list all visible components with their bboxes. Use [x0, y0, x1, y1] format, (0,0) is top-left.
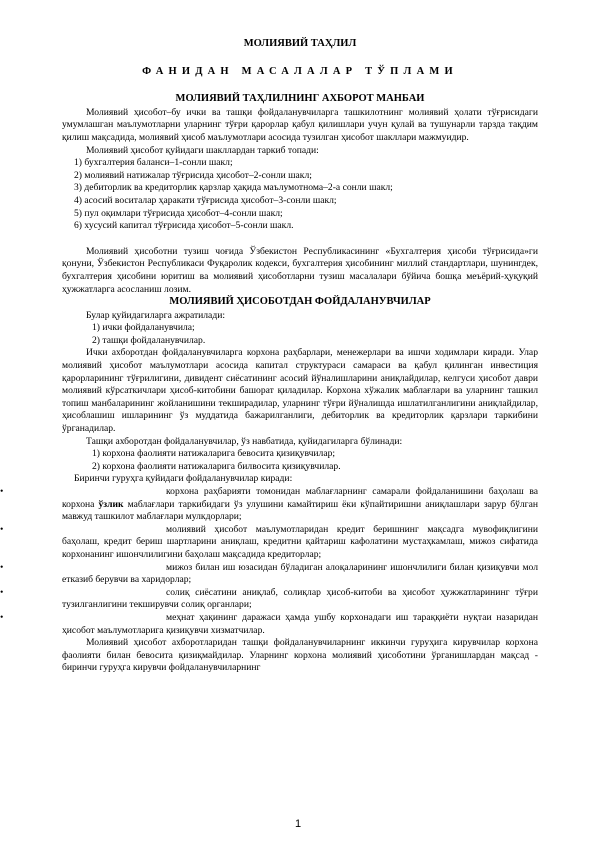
paragraph: Молиявий ҳисобот қуйидаги шакллардан таркиб топади: — [86, 144, 319, 156]
bullet-text-lead: корхона раҳбарияти томонидан маблағларнинг самарали фойдаланишини баҳолаш ва корхона — [62, 486, 538, 510]
bullet-text-bold: ўзлик — [98, 498, 124, 510]
paragraph: Ташқи ахборотдан фойдаланувчилар, ўз навбатида, қуйидагиларга бўлинади: — [86, 435, 403, 447]
paragraph: Молиявий ҳисобот ахборотларидан ташқи фойдаланувчиларнинг иккинчи гуруҳига кирувчилар корхона фаолияти билан бевосита қизиқмайдилар. Уларнинг корхона молиявий ҳисоботини ўрганишлардан мақсад - биринчи гуруҳга кирувчи фойдаланувчиларнинг — [62, 637, 538, 674]
list-item: 6) хусусий капитал тўғрисида ҳисобот–5-сонли шакл. — [74, 220, 294, 232]
page-number: 1 — [294, 818, 302, 830]
paragraph: Булар қуйидагиларга ажратилади: — [86, 309, 226, 321]
paragraph: Ички ахборотдан фойдаланувчиларга корхона раҳбарлари, менежерлари ва ишчи ходимлари киради. Улар молиявий ҳисобот маълумотлари асосида капитал структураси самараси ва қабул қилинган инвестиция қарорларининг тўғрилигини, дивидент сиёсатининг асосий йўналишларини аниқлайдилар, келгуси ҳисобот даври молиявий кўрсаткичлари ҳисоб-китобини башорат қиладилар. Корхона хўжалик маблағлари ва уларнинг ташкил топиш манбаларининг жойланишини текширадилар, уларнинг тўғри йўналишда ишлатилганлигини аниқлайдилар, ҳисоблашиш ишларининг ўз муддатида бажарилганлиги, дебиторлик ва кредиторлик қарзлари таркибини ўрганадилар. — [62, 347, 538, 435]
bullet-icon: • — [0, 561, 4, 573]
list-item: 1) бухгалтерия баланси–1-сонли шакл; — [74, 157, 233, 169]
bullet-icon: • — [0, 486, 4, 497]
bullet-text: мижоз билан иш юзасидан бўладиган алоқаларининг ишончлилиги билан қизиқувчи мол етказиб берувчи ва харидорлар; — [62, 561, 538, 586]
bullet-text: солиқ сиёсатини аниқлаб, солиқлар ҳисоб-китоби ва ҳисобот ҳужжатларининг тўғри тузилганлигини текширувчи солиқ органлари; — [62, 586, 538, 611]
paragraph: Молиявий ҳисобот–бу ички ва ташқи фойдаланувчиларга ташкилотнинг молиявий ҳолати тўғрисидаги умумлашган маълумотларни уларнинг тўғри қарорлар қабул қилишлари учун қулай ва тушунарли тарзда тақдим қилиш мақсадида, молиявий ҳисоб маълумотлари асосида тузилган ҳисобот шакллари мажмуидир. — [62, 106, 538, 143]
list-item: 1) ички фойдаланувчила; — [92, 322, 195, 334]
list-item: 3) дебиторлик ва кредиторлик қарзлар ҳақида маълумотнома–2-а сонли шакл; — [74, 182, 393, 194]
bullet-item — [0, 611, 538, 637]
bullet-item — [0, 586, 538, 612]
bullet-text: молиявий ҳисобот маълумотларидан кредит беришнинг мақсадга мувофиқлигини баҳолаш, кредит бериш шартларини аниқлаш, кредитни қайтариш кафолатини мустаҳкамлаш, мижоз сифатида корхонанинг ишончлилигини баҳолаш мақсадида кредиторлар; — [62, 523, 538, 560]
bullet-item — [0, 523, 538, 562]
bullet-text-rest: маблағлари таркибидаги ўз улушини камайтириш ёки кўпайтиришни аниқлашлари зарур бўлган мавжуд ташкилот маблағлари мулкдорлари; — [62, 498, 538, 523]
list-item: 5) пул оқимлари тўғрисида ҳисобот–4-сонли шакл; — [74, 207, 283, 219]
list-item: 1) корхона фаолияти натижаларига бевосита қизиқувчилар; — [92, 448, 336, 460]
bullet-icon: • — [0, 611, 4, 623]
bullet-icon: • — [0, 586, 4, 598]
bullet-item — [0, 561, 538, 587]
spacer — [62, 233, 538, 246]
paragraph: Биринчи гуруҳга қуйидаги фойдаланувчилар киради: — [74, 473, 293, 485]
paragraph: Молиявий ҳисоботни тузиш чоғида Ўзбекистон Республикасининг «Бухгалтерия ҳисоби тўғрисида»ги қонуни, Ўзбекистон Республикаси Фуқаролик кодекси, бухгалтерия ҳисобининг миллий стандартлари, шунингдек, бухгалтерия ҳисобини юритиш ва молиявий ҳисоботларни тузиш масалалари бўйича бошқа меъёрий-ҳуқуқий ҳужжатларга асосланиш лозим. — [62, 245, 538, 295]
bullet-text: меҳнат ҳақининг даражаси ҳамда ушбу корхонадаги иш тараққиёти нуқтаи назаридан ҳисобот маълумотларига қизиқувчи хизматчилар. — [62, 611, 538, 636]
list-item: 2) молиявий натижалар тўғрисида ҳисобот–2-сонли шакл; — [74, 169, 312, 181]
list-item: 4) асосий воситалар ҳаракати тўғрисида ҳисобот–3-сонли шакл; — [74, 194, 337, 206]
document-subtitle: ФАНИДАН МАСАЛАЛАР ТЎПЛАМИ — [142, 65, 458, 77]
document-title: МОЛИЯВИЙ ТАҲЛИЛ — [243, 38, 357, 49]
page-content — [0, 38, 538, 675]
section-heading-report-users: МОЛИЯВИЙ ҲИСОБОТДАН ФОЙДАЛАНУВЧИЛАР — [169, 296, 431, 308]
bullet-item — [0, 486, 538, 524]
bullet-icon: • — [0, 523, 4, 535]
bullet-text — [62, 486, 538, 524]
list-item: 2) корхона фаолияти натижаларига билвосита қизиқувчилар. — [92, 460, 341, 472]
list-item: 2) ташқи фойдаланувчилар. — [92, 334, 206, 346]
section-heading-info-source: МОЛИЯВИЙ ТАҲЛИЛНИНГ АХБОРОТ МАНБАИ — [175, 93, 425, 105]
